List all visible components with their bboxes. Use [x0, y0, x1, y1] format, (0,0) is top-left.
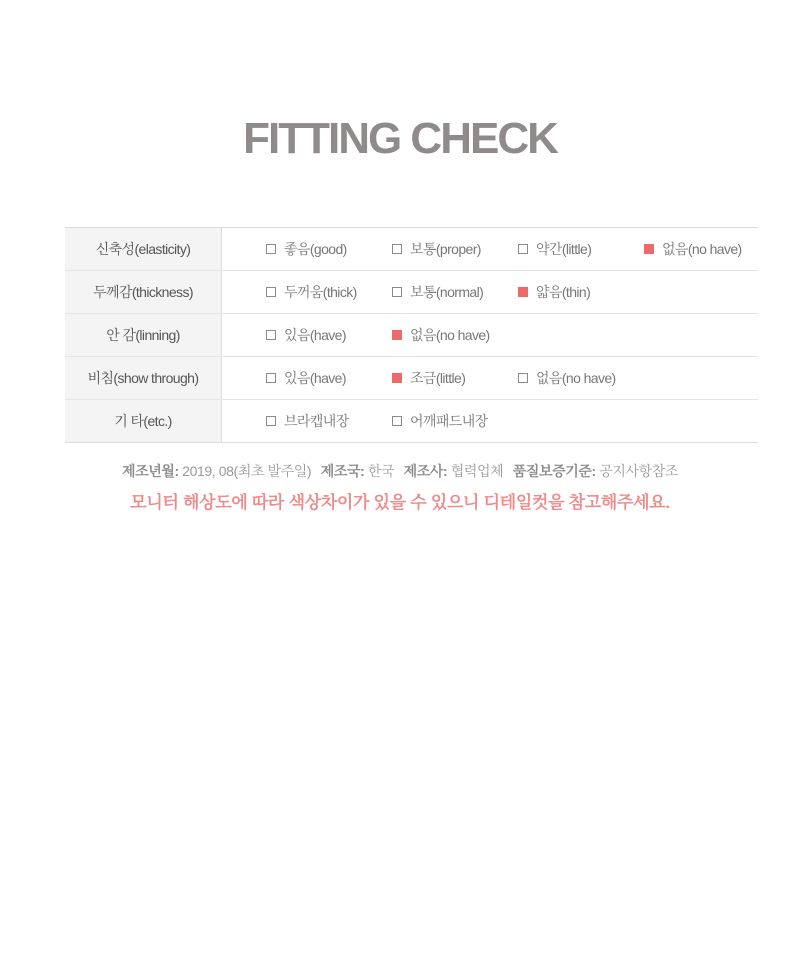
checkbox-icon — [392, 373, 402, 383]
checkbox-icon — [644, 244, 654, 254]
fitting-check-table — [65, 227, 758, 443]
option-label: 약간(little) — [536, 241, 592, 257]
color-notice: 모니터 해상도에 따라 색상차이가 있을 수 있으니 디테일컷을 참고해주세요. — [130, 493, 670, 512]
option[interactable] — [518, 271, 590, 313]
option-label: 있음(have) — [284, 327, 346, 343]
option-label: 두꺼움(thick) — [284, 284, 357, 300]
meta-label: 제조년월: — [122, 463, 179, 479]
checkbox-icon — [518, 373, 528, 383]
option-label: 없음(no have) — [662, 241, 742, 257]
checkbox-icon — [518, 287, 528, 297]
checkbox-icon — [518, 244, 528, 254]
meta-value: 협력업체 — [450, 463, 504, 479]
option[interactable] — [518, 357, 616, 399]
option-group — [222, 228, 758, 270]
option-label: 보통(proper) — [410, 241, 481, 257]
meta-maker — [404, 463, 504, 479]
option-label: 좋음(good) — [284, 241, 347, 257]
option-label: 조금(little) — [410, 370, 466, 386]
option[interactable] — [518, 228, 591, 270]
option[interactable] — [266, 271, 357, 313]
table-row — [65, 399, 758, 442]
option-group — [222, 357, 758, 399]
row-label: 기 타(etc.) — [65, 400, 222, 442]
checkbox-icon — [392, 287, 402, 297]
row-label: 신축성(elasticity) — [65, 228, 222, 270]
option-label: 얇음(thin) — [536, 284, 591, 300]
option[interactable] — [392, 228, 481, 270]
option-group — [222, 271, 758, 313]
option-group — [222, 314, 758, 356]
option[interactable] — [266, 228, 347, 270]
option[interactable] — [392, 400, 488, 442]
meta-label: 품질보증기준: — [512, 463, 596, 479]
checkbox-icon — [266, 416, 276, 426]
option[interactable] — [266, 357, 346, 399]
meta-label: 제조국: — [320, 463, 365, 479]
product-meta — [0, 461, 800, 481]
checkbox-icon — [266, 330, 276, 340]
option[interactable] — [266, 314, 346, 356]
meta-country — [321, 463, 394, 479]
option-label: 있음(have) — [284, 370, 346, 386]
checkbox-icon — [392, 244, 402, 254]
row-label: 안 감(linning) — [65, 314, 222, 356]
option[interactable] — [392, 271, 483, 313]
option[interactable] — [392, 314, 490, 356]
checkbox-icon — [266, 244, 276, 254]
option-label: 보통(normal) — [410, 284, 484, 300]
option[interactable] — [266, 400, 349, 442]
row-label: 비침(show through) — [65, 357, 222, 399]
table-row — [65, 228, 758, 270]
option[interactable] — [392, 357, 465, 399]
meta-value: 한국 — [367, 463, 395, 479]
meta-value: 공지사항참조 — [599, 463, 678, 479]
checkbox-icon — [392, 330, 402, 340]
option[interactable] — [644, 228, 742, 270]
meta-value: 2019, 08(최초 발주일) — [182, 463, 312, 479]
option-label: 없음(no have) — [410, 327, 490, 343]
meta-quality — [513, 463, 678, 479]
meta-label: 제조사: — [403, 463, 448, 479]
table-row — [65, 356, 758, 399]
page-title: FITTING CHECK — [243, 114, 557, 163]
table-row — [65, 270, 758, 313]
option-label: 브라캡내장 — [284, 413, 349, 429]
option-label: 없음(no have) — [536, 370, 616, 386]
row-label: 두께감(thickness) — [65, 271, 222, 313]
meta-manufacture-date — [122, 463, 311, 479]
checkbox-icon — [392, 416, 402, 426]
table-row — [65, 313, 758, 356]
checkbox-icon — [266, 373, 276, 383]
option-group — [222, 400, 758, 442]
checkbox-icon — [266, 287, 276, 297]
option-label: 어깨패드내장 — [410, 413, 488, 429]
